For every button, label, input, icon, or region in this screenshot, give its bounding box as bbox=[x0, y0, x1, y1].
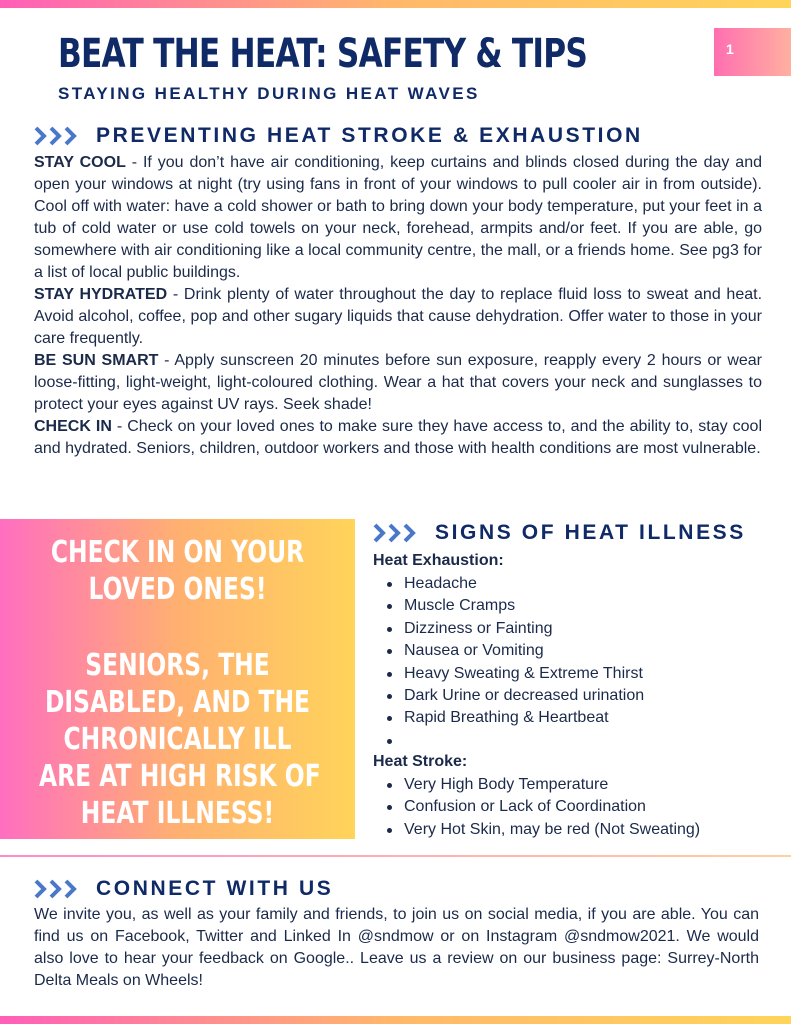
section-title: SIGNS OF HEAT ILLNESS bbox=[435, 521, 746, 544]
section-divider bbox=[0, 855, 791, 857]
list-item: Muscle Cramps bbox=[373, 595, 644, 617]
tip-label: BE SUN SMART bbox=[34, 352, 159, 369]
tip-text: - Drink plenty of water throughout the day to replace fluid loss to sweat and heat. Avoid alcohol, coffee, pop and other sugary liquids that cause dehydration. Offer water to those in your care frequently. bbox=[34, 286, 763, 347]
tip-paragraph bbox=[34, 152, 762, 284]
list-item: Dark Urine or decreased urination bbox=[373, 685, 644, 707]
top-gradient-bar bbox=[0, 0, 791, 8]
callout-line: HEAT ILLNESS! bbox=[80, 796, 275, 831]
triple-chevron-right-icon bbox=[34, 878, 82, 900]
tip-paragraph bbox=[34, 416, 762, 460]
callout-line: LOVED ONES! bbox=[88, 572, 267, 607]
list-item: Dizziness or Fainting bbox=[373, 618, 644, 640]
section-heading-connect bbox=[34, 877, 333, 901]
page-subtitle: STAYING HEALTHY DURING HEAT WAVES bbox=[58, 84, 480, 103]
callout-line: CHRONICALLY ILL bbox=[63, 722, 292, 757]
tip-text: - Check on your loved ones to make sure they have access to, and the ability to, stay cool and hydrated. Seniors, children, outdoor workers and those with health conditions are most vulnerable. bbox=[34, 418, 763, 457]
page-number: 1 bbox=[726, 41, 734, 57]
heat-exhaustion-list bbox=[373, 573, 644, 752]
section-heading-preventing bbox=[34, 124, 643, 148]
list-item: Headache bbox=[373, 573, 644, 595]
callout-message bbox=[0, 647, 355, 832]
list-item: Very High Body Temperature bbox=[373, 774, 700, 796]
list-item: Heavy Sweating & Extreme Thirst bbox=[373, 663, 644, 685]
triple-chevron-right-icon bbox=[373, 522, 421, 544]
callout-line: DISABLED, AND THE bbox=[44, 685, 311, 720]
tip-label: STAY COOL bbox=[34, 154, 126, 171]
section-title: CONNECT WITH US bbox=[96, 877, 334, 900]
connect-body bbox=[34, 904, 759, 992]
tip-label: CHECK IN bbox=[34, 418, 112, 435]
tip-text: - Apply sunscreen 20 minutes before sun exposure, reapply every 2 hours or wear loose-fitting, light-weight, light-coloured clothing. Wear a hat that covers your neck and sunglasses to protect your eyes against UV rays. Seek shade! bbox=[34, 352, 763, 413]
list-item: Confusion or Lack of Coordination bbox=[373, 796, 700, 818]
heat-stroke-label: Heat Stroke: bbox=[373, 753, 468, 770]
section-title: PREVENTING HEAT STROKE & EXHAUSTION bbox=[96, 124, 643, 147]
list-item bbox=[373, 730, 644, 752]
callout-line: ARE AT HIGH RISK OF bbox=[39, 759, 321, 794]
tip-paragraph bbox=[34, 350, 762, 416]
list-item: Nausea or Vomiting bbox=[373, 640, 644, 662]
connect-text: We invite you, as well as your family and friends, to join us on social media, if you are able. You can find us on Facebook, Twitter and Linked In @sndmow or on Instagram @sndmow2021. We would also love to hear your feedback on Google.. Leave us a review on our business page: Surrey-North Delta Meals on Wheels! bbox=[34, 906, 759, 989]
page-title: BEAT THE HEAT: SAFETY & TIPS bbox=[58, 31, 588, 77]
list-item: Rapid Breathing & Heartbeat bbox=[373, 707, 644, 729]
callout-line: SENIORS, THE bbox=[85, 648, 270, 683]
tip-label: STAY HYDRATED bbox=[34, 286, 168, 303]
triple-chevron-right-icon bbox=[34, 125, 82, 147]
section-heading-signs bbox=[373, 521, 746, 545]
list-item: Very Hot Skin, may be red (Not Sweating) bbox=[373, 819, 700, 841]
tip-text: - If you don’t have air conditioning, keep curtains and blinds closed during the day and open your windows at night (try using fans in front of your windows to pull cooler air in from outside). Cool off with water: have a cold shower or bath to bring down your body temperature, put your feet in a tub of cold water or use cold towels on your neck, forehead, armpits and/or feet. If you are able, go somewhere with air conditioning like a local community centre, the mall, or a friends home. See pg3 for a list of local public buildings. bbox=[34, 154, 763, 281]
prevent-body bbox=[34, 152, 762, 460]
heat-stroke-list bbox=[373, 774, 700, 841]
callout-line: CHECK IN ON YOUR bbox=[50, 535, 305, 570]
tip-paragraph bbox=[34, 284, 762, 350]
callout-heading bbox=[0, 534, 355, 608]
page-number-badge bbox=[714, 28, 791, 76]
heat-exhaustion-label: Heat Exhaustion: bbox=[373, 552, 504, 569]
bottom-gradient-bar bbox=[0, 1016, 791, 1024]
